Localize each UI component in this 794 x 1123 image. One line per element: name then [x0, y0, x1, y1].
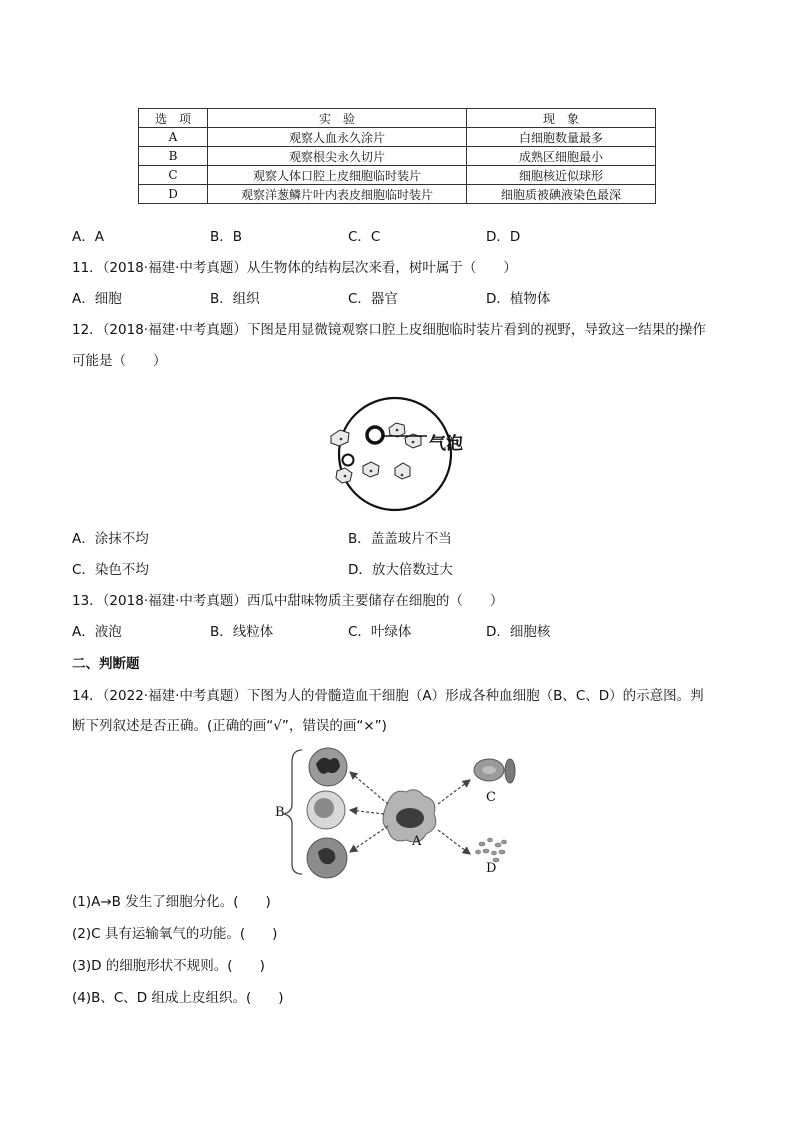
table-cell: D — [139, 185, 208, 204]
table-header-phenomenon: 现 象 — [467, 109, 656, 128]
q14-item-3: (3)D 的细胞形状不规则。( ) — [72, 958, 265, 974]
label-d: D — [486, 861, 497, 876]
q13-option-d: D．细胞核 — [486, 624, 551, 640]
white-blood-cells — [307, 748, 347, 878]
q13-stem: 13．（2018·福建·中考真题）西瓜中甜味物质主要储存在细胞的（ ） — [72, 593, 504, 609]
q12-option-a: A．涂抹不均 — [72, 531, 149, 547]
q12-stem-line2: 可能是（ ） — [72, 353, 167, 369]
q12-option-b: B．盖盖玻片不当 — [348, 531, 452, 547]
q11-option-d: D．植物体 — [486, 291, 551, 307]
platelets — [476, 838, 507, 862]
bubble-label: 气泡 — [429, 434, 463, 454]
q10-option-d: D．D — [486, 229, 521, 245]
red-blood-cells — [474, 759, 515, 783]
table-cell: 观察人体口腔上皮细胞临时装片 — [208, 166, 467, 185]
table-cell: 白细胞数量最多 — [467, 128, 656, 147]
label-b: B — [275, 805, 285, 820]
q14-item-1: (1)A→B 发生了细胞分化。( ) — [72, 894, 271, 910]
table-row — [139, 128, 656, 147]
q12-option-c: C．染色不均 — [72, 562, 149, 578]
table-cell: 观察根尖永久切片 — [208, 147, 467, 166]
q11-option-c: C．器官 — [348, 291, 398, 307]
q14-stem-line2: 断下列叙述是否正确。(正确的画“√”，错误的画“×”) — [72, 718, 387, 734]
table-row — [139, 185, 656, 204]
table-cell: 观察人血永久涂片 — [208, 128, 467, 147]
q13-option-b: B．线粒体 — [210, 624, 274, 640]
air-bubble-small — [343, 455, 354, 466]
air-bubble-large — [367, 427, 383, 443]
table-cell: 细胞核近似球形 — [467, 166, 656, 185]
q13-option-c: C．叶绿体 — [348, 624, 412, 640]
q14-stem-line1: 14．（2022·福建·中考真题）下图为人的骨髓造血干细胞（A）形成各种血细胞（B、C、D）的示意图。判 — [72, 688, 704, 704]
microscope-field-figure — [305, 396, 505, 516]
table-cell: 成熟区细胞最小 — [467, 147, 656, 166]
blood-cell-differentiation-figure — [270, 742, 530, 880]
q13-option-a: A．液泡 — [72, 624, 122, 640]
table-cell: 细胞质被碘液染色最深 — [467, 185, 656, 204]
section-heading: 二、判断题 — [72, 656, 140, 672]
label-a: A — [412, 834, 422, 849]
table-cell: 观察洋葱鳞片叶内表皮细胞临时装片 — [208, 185, 467, 204]
table-cell: A — [139, 128, 208, 147]
q12-stem-line1: 12．（2018·福建·中考真题）下图是用显微镜观察口腔上皮细胞临时装片看到的视野，导致这一结果的操作 — [72, 322, 706, 338]
table-row — [139, 166, 656, 185]
q11-option-b: B．组织 — [210, 291, 260, 307]
q10-option-b: B．B — [210, 229, 243, 245]
q14-item-4: (4)B、C、D 组成上皮组织。( ) — [72, 990, 284, 1006]
q10-option-a: A．A — [72, 229, 104, 245]
q10-option-c: C．C — [348, 229, 381, 245]
q11-option-a: A．细胞 — [72, 291, 122, 307]
label-c: C — [486, 790, 496, 805]
table-header-experiment: 实 验 — [208, 109, 467, 128]
table-cell: C — [139, 166, 208, 185]
hematopoietic-stem-cell — [383, 790, 436, 842]
experiment-table — [138, 108, 656, 204]
b-group-bracket — [284, 750, 302, 874]
table-header-row — [139, 109, 656, 128]
q14-item-2: (2)C 具有运输氧气的功能。( ) — [72, 926, 278, 942]
table-cell: B — [139, 147, 208, 166]
table-row — [139, 147, 656, 166]
q12-option-d: D．放大倍数过大 — [348, 562, 453, 578]
table-header-option: 选 项 — [139, 109, 208, 128]
q11-stem: 11．（2018·福建·中考真题）从生物体的结构层次来看，树叶属于（ ） — [72, 260, 517, 276]
